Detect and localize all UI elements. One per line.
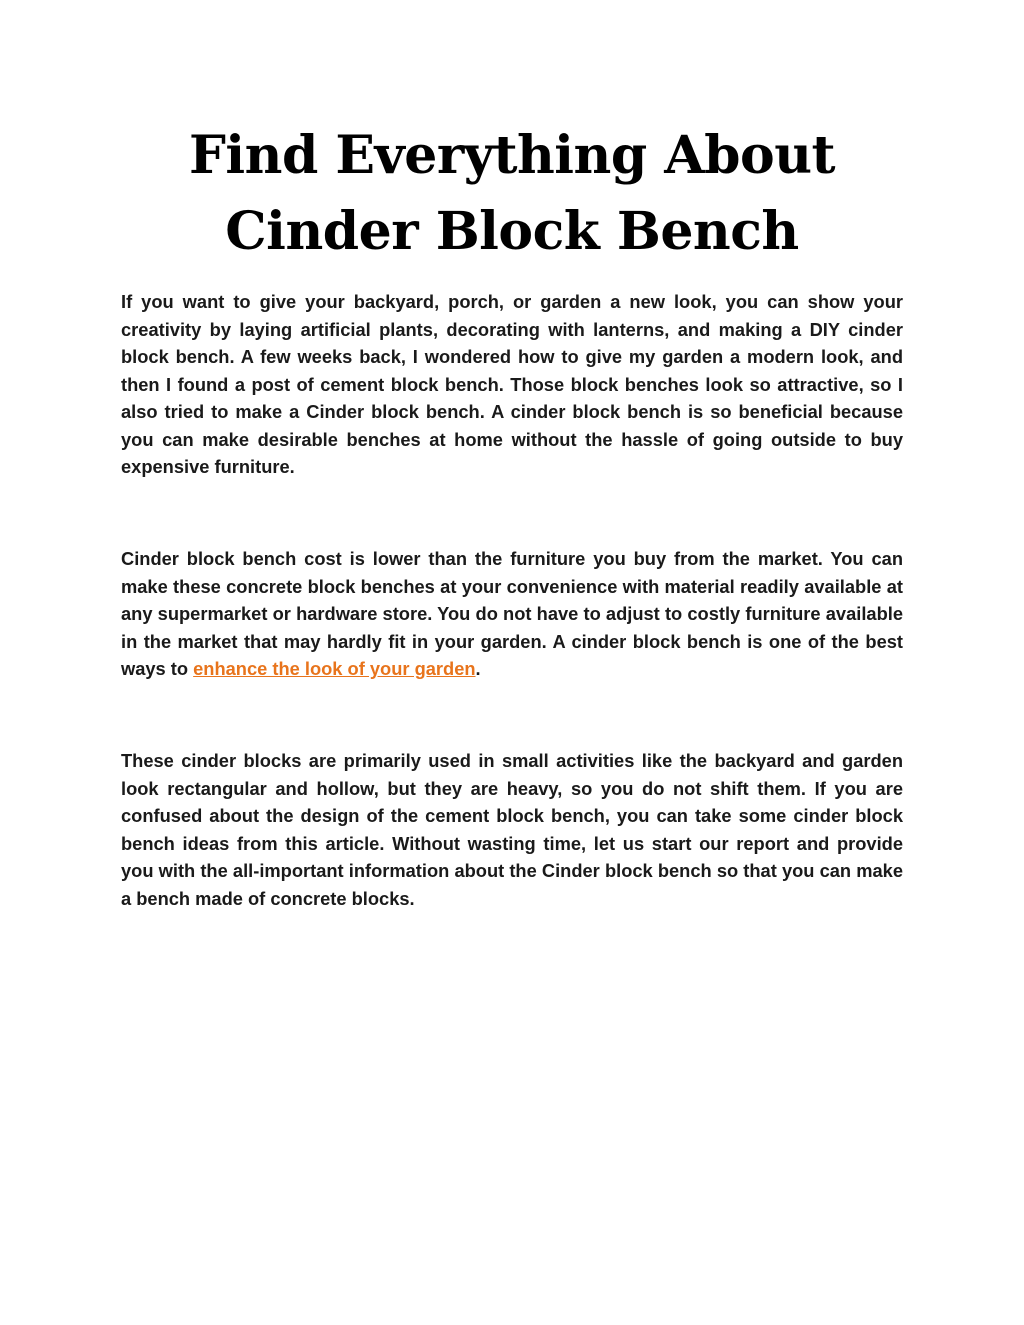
paragraph-intro bbox=[121, 288, 903, 481]
paragraph-intro-text: If you want to give your backyard, porch, or garden a new look, you can show your creativity by laying artificial plants, decorating with lanterns, and making a DIY cinder block bench. A few weeks back, I wondered how to give my garden a modern look, and then I found a post of cement block bench. Those block benches look so attractive, so I also tried to make a Cinder block bench. A cinder block bench is so beneficial because you can make desirable benches at home without the hassle of going outside to buy expensive furniture. bbox=[121, 291, 903, 477]
paragraph-cost bbox=[121, 545, 903, 683]
paragraph-design bbox=[121, 747, 903, 912]
paragraph-design-text: These cinder blocks are primarily used in small activities like the backyard and garden look rectangular and hollow, but they are heavy, so you do not shift them. If you are confused about the design of the cement block bench, you can take some cinder block bench ideas from this article. Without wasting time, let us start our report and provide you with the all-important information about the Cinder block bench so that you can make a bench made of concrete blocks. bbox=[121, 750, 903, 909]
title-line-2: Cinder Block Bench bbox=[225, 201, 799, 262]
page-title bbox=[112, 118, 912, 270]
paragraph-cost-text: Cinder block bench cost is lower than the furniture you buy from the market. You can make these concrete block benches at your convenience with material readily available at any supermarket or hardware store. You do not have to adjust to costly furniture available in the market that may hardly fit in your garden. A cinder block bench is one of the best ways to bbox=[121, 548, 903, 679]
title-line-1: Find Everything About bbox=[188, 125, 836, 186]
paragraph-cost-period: . bbox=[475, 658, 481, 679]
enhance-garden-link[interactable]: enhance the look of your garden bbox=[193, 658, 476, 679]
